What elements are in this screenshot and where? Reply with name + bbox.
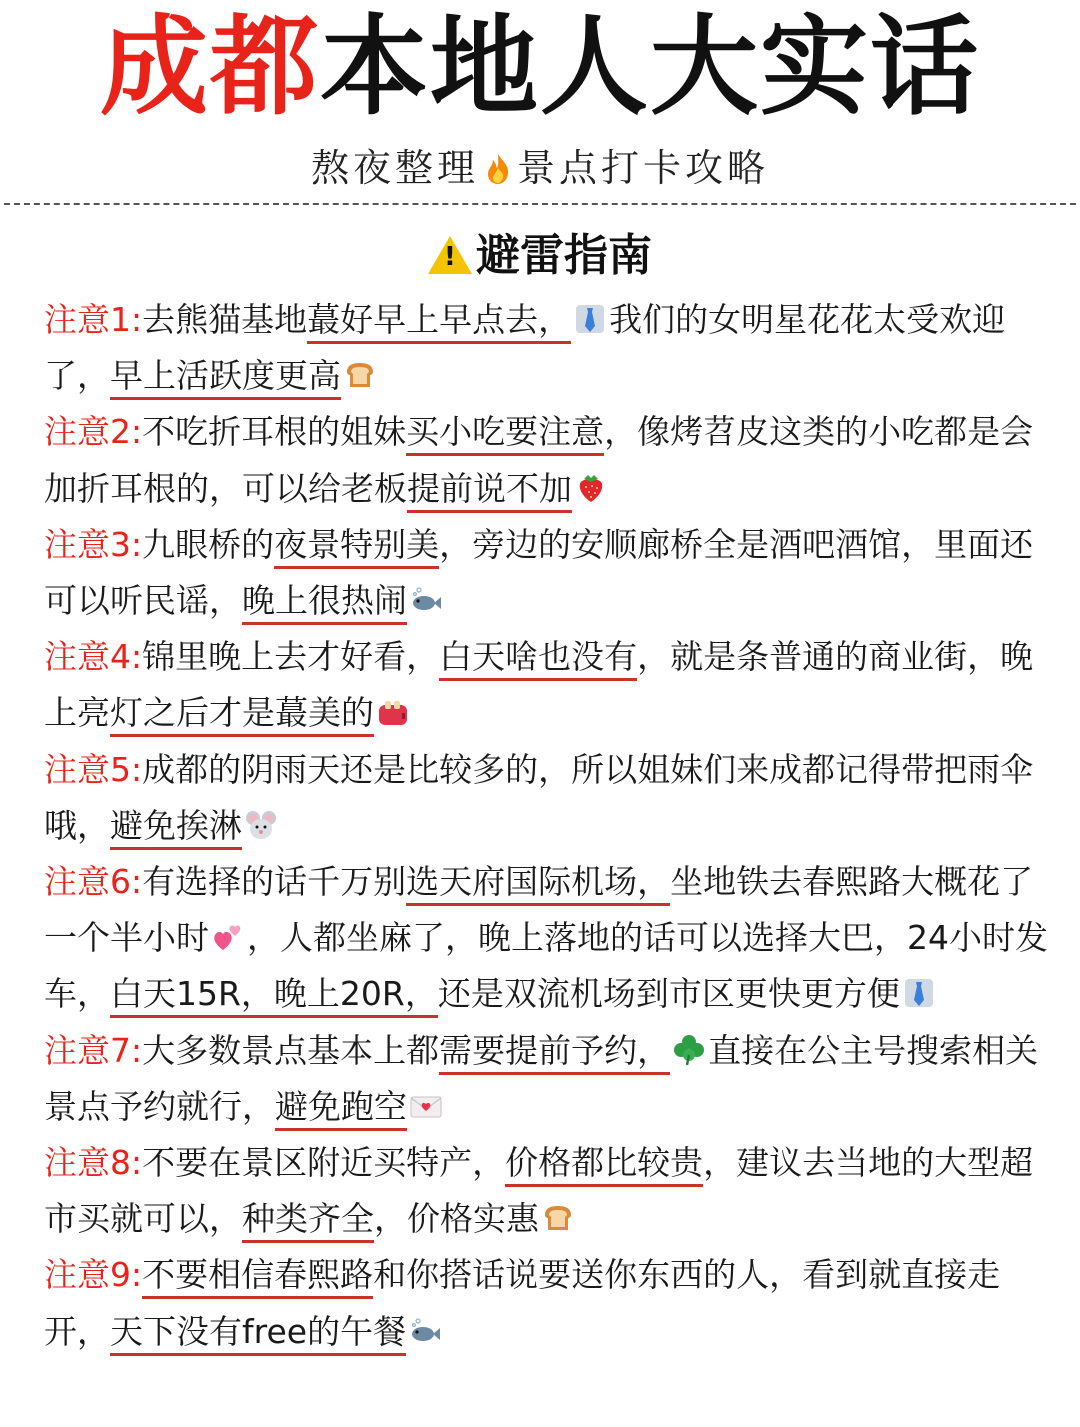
highlighted-text: 灯之后才是蕞美的 <box>110 693 374 737</box>
note-item <box>44 517 1054 629</box>
highlighted-text: 买小吃要注意 <box>406 412 604 456</box>
note-text: 和你搭话说要送你东西的人，看到就直接走开， <box>44 1255 1001 1351</box>
subtitle-left: 熬夜整理 <box>310 146 479 190</box>
note-label: 注意5: <box>44 749 143 789</box>
highlighted-text: 需要提前予约， <box>439 1031 670 1075</box>
highlighted-text: 夜景特别美 <box>274 525 439 569</box>
note-label: 注意3: <box>44 524 143 564</box>
note-text: 锦里晚上去才好看， <box>142 637 440 677</box>
section-heading <box>0 226 1080 286</box>
note-item <box>44 742 1054 854</box>
note-text: 还是双流机场到市区更快更方便 <box>437 974 900 1014</box>
mouse-icon <box>244 808 278 842</box>
note-item <box>44 854 1054 1023</box>
note-text: 去熊猫基地 <box>142 300 308 339</box>
note-text: ，就是条普通的商业街，晚上亮 <box>44 637 1034 733</box>
note-text: 有选择的话千万别 <box>142 862 407 902</box>
note-item <box>44 1247 1054 1359</box>
note-label: 注意2: <box>44 412 143 452</box>
note-label: 注意8: <box>44 1143 143 1183</box>
note-label: 注意7: <box>44 1030 143 1070</box>
fish-icon <box>408 1314 442 1348</box>
section-heading-text: 避雷指南 <box>476 230 652 281</box>
note-label: 注意6: <box>44 862 143 902</box>
love-letter-icon <box>409 1089 443 1123</box>
highlighted-text: 提前说不加 <box>407 469 572 513</box>
highlighted-text: 晚上很热闹 <box>242 581 407 625</box>
note-text: ，像烤苕皮这类的小吃都是会加折耳根的，可以给老板 <box>44 412 1034 508</box>
note-text: 不要在景区附近买特产， <box>142 1143 506 1183</box>
note-text: 我们的女明星花花太受欢迎了， <box>44 300 1006 396</box>
note-text: 直接在公主号搜索相关景点予约就行， <box>44 1030 1039 1126</box>
highlighted-text: 早上活跃度更高 <box>110 356 341 400</box>
highlighted-text: 白天15R，晚上20R， <box>110 974 438 1018</box>
note-item <box>44 629 1054 741</box>
highlighted-text: 选天府国际机场， <box>406 862 670 906</box>
note-text: ，价格实惠 <box>374 1199 539 1239</box>
title-red-part: 成都 <box>99 5 320 130</box>
note-item <box>44 1135 1054 1247</box>
note-text: ，旁边的安顺廊桥全是酒吧酒馆，里面还可以听民谣， <box>44 524 1034 621</box>
note-label: 注意4: <box>44 637 143 677</box>
note-item <box>44 404 1054 516</box>
fire-icon <box>481 152 515 186</box>
highlighted-text: 白天啥也没有 <box>439 637 637 681</box>
highlighted-text: 避免跑空 <box>275 1087 407 1131</box>
subtitle-right: 景点打卡攻略 <box>517 146 770 190</box>
highlighted-text: 不要相信春熙路 <box>142 1255 373 1299</box>
bread-icon <box>343 358 377 392</box>
clover-icon <box>672 1033 706 1067</box>
subtitle <box>0 140 1080 196</box>
highlighted-text: 避免挨淋 <box>110 806 242 850</box>
note-item <box>44 292 1054 404</box>
note-label: 注意9: <box>44 1255 143 1295</box>
highlighted-text: 天下没有free的午餐 <box>110 1312 406 1356</box>
highlighted-text: 种类齐全 <box>242 1199 374 1243</box>
note-label: 注意1: <box>44 300 143 339</box>
fish-icon <box>409 583 443 617</box>
highlighted-text: 蕞好早上早点去， <box>307 300 571 344</box>
tie-icon <box>902 976 936 1010</box>
highlighted-text: 价格都比较贵 <box>505 1143 703 1187</box>
page-title <box>0 5 1080 130</box>
note-text: 成都的阴雨天还是比较多的，所以姐妹们来成都记得带把雨伞哦， <box>44 749 1034 845</box>
warning-icon <box>428 236 472 274</box>
bread-icon <box>541 1201 575 1235</box>
note-text: 不吃折耳根的姐妹 <box>142 412 407 452</box>
strawberry-icon <box>574 471 608 505</box>
dashed-divider <box>4 203 1076 205</box>
hearts-icon <box>211 920 245 954</box>
notes-list <box>44 292 1054 1360</box>
note-text: 坐地铁去春熙路大概花了一个半小时 <box>44 862 1034 958</box>
note-text: 九眼桥的 <box>142 524 275 564</box>
toaster-icon <box>376 695 410 729</box>
note-item <box>44 1023 1054 1135</box>
tie-icon <box>573 302 607 336</box>
note-text: 大多数景点基本上都 <box>142 1030 440 1070</box>
title-black-part: 本地人大实话 <box>320 5 981 130</box>
note-text: ，建议去当地的大型超市买就可以， <box>44 1143 1034 1239</box>
note-text: ，人都坐麻了，晚上落地的话可以选择大巴，24小时发车， <box>44 918 1048 1014</box>
